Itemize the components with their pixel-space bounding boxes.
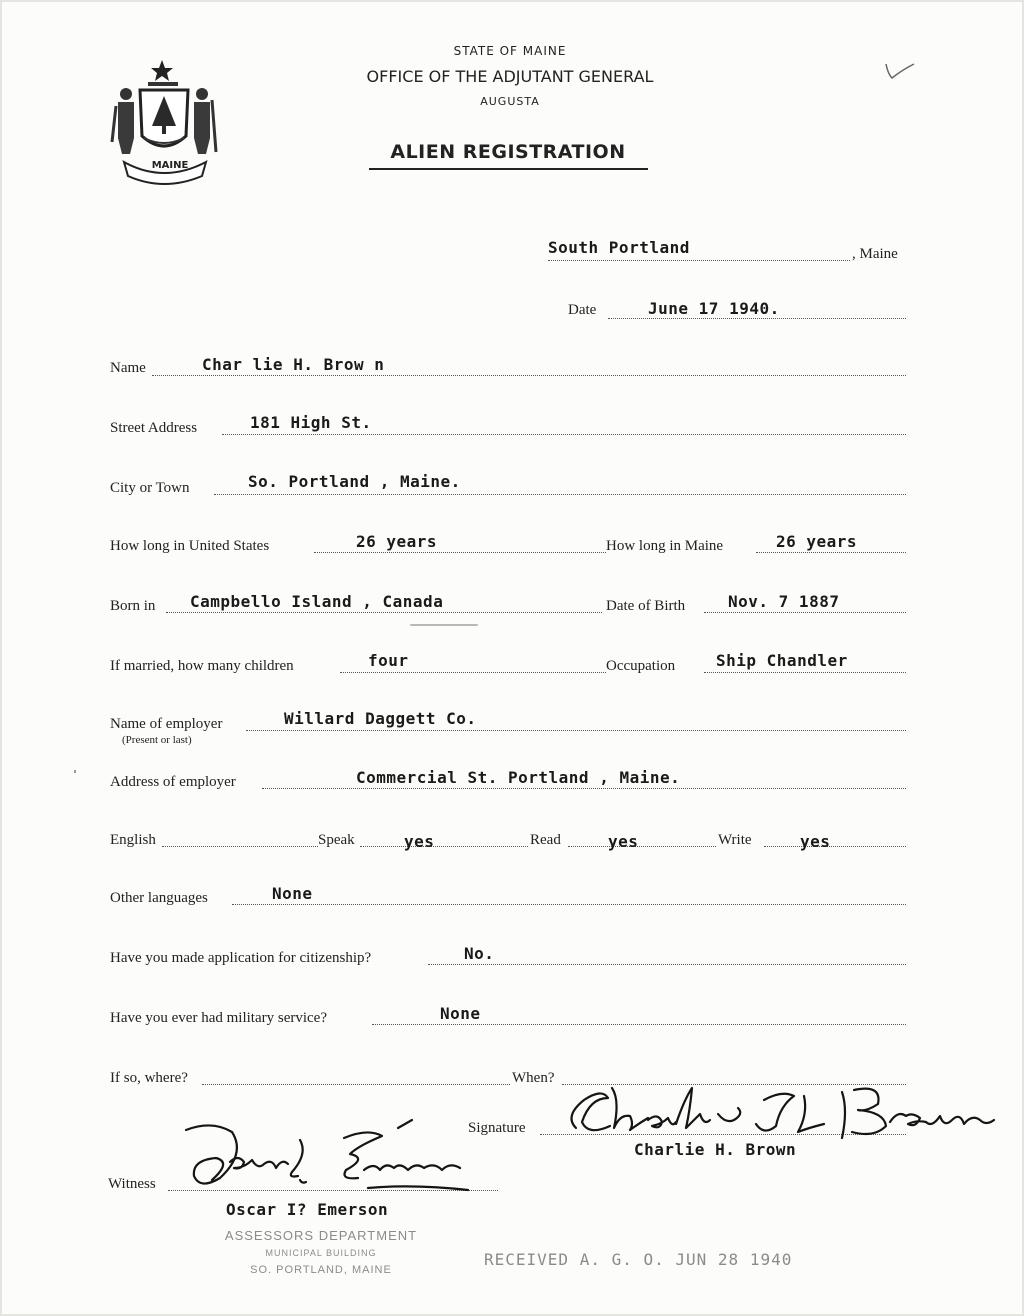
speak-value: yes [404, 832, 435, 851]
employer-sublabel: (Present or last) [122, 734, 192, 746]
name-label: Name [110, 360, 146, 376]
maine-time-label: How long in Maine [606, 538, 724, 554]
header-state: STATE OF MAINE [453, 44, 567, 58]
header-city: AUGUSTA [480, 95, 540, 108]
employer-address-value: Commercial St. Portland , Maine. [356, 768, 681, 787]
citizenship-value: No. [464, 944, 495, 963]
read-value: yes [608, 832, 639, 851]
witness-handwritten [172, 1118, 472, 1199]
street-value: 181 High St. [250, 413, 372, 432]
write-value: yes [800, 832, 831, 851]
dob-label: Date of Birth [606, 598, 686, 614]
signature-typed: Charlie H. Brown [634, 1140, 797, 1159]
children-label: If married, how many children [110, 658, 294, 674]
dept-stamp-line3: SO. PORTLAND, MAINE [250, 1264, 392, 1276]
signature-label: Signature [468, 1120, 526, 1136]
where-label: If so, where? [110, 1070, 188, 1086]
place-value: South Portland [548, 238, 690, 257]
place-suffix: , Maine [852, 246, 898, 262]
seal-motto: MAINE [151, 160, 189, 171]
speak-label: Speak [318, 832, 355, 848]
maine-time-value: 26 years [776, 532, 858, 551]
date-value: June 17 1940. [648, 299, 780, 318]
name-value: Char lie H. Brow n [202, 355, 385, 374]
dept-stamp-line2: MUNICIPAL BUILDING [265, 1248, 377, 1258]
header-office: OFFICE OF THE ADJUTANT GENERAL [366, 67, 654, 86]
received-stamp: RECEIVED A. G. O. JUN 28 1940 [484, 1250, 793, 1269]
citizenship-label: Have you made application for citizenship? [110, 950, 372, 966]
us-time-value: 26 years [356, 532, 438, 551]
city-label: City or Town [110, 480, 190, 496]
dob-value: Nov. 7 1887 [728, 592, 840, 611]
born-label: Born in [110, 598, 156, 614]
date-label: Date [568, 302, 597, 318]
street-label: Street Address [110, 420, 198, 436]
occupation-label: Occupation [606, 658, 676, 674]
write-label: Write [718, 832, 752, 848]
city-value: So. Portland , Maine. [248, 472, 461, 491]
employer-label: Name of employer [110, 716, 223, 732]
us-time-label: How long in United States [110, 538, 270, 554]
pencil-stroke [410, 624, 478, 626]
born-value: Campbello Island , Canada [190, 592, 444, 611]
witness-label: Witness [108, 1176, 156, 1192]
witness-typed: Oscar I? Emerson [226, 1200, 389, 1219]
military-value: None [440, 1004, 481, 1023]
employer-address-label: Address of employer [110, 774, 236, 790]
occupation-value: Ship Chandler [716, 651, 848, 670]
when-label: When? [512, 1070, 555, 1086]
form-title: ALIEN REGISTRATION [390, 141, 626, 163]
military-label: Have you ever had military service? [110, 1010, 327, 1026]
scan-speck [74, 770, 76, 773]
languages-label: Other languages [110, 890, 208, 906]
read-label: Read [530, 832, 561, 848]
children-value: four [368, 651, 409, 670]
languages-value: None [272, 884, 313, 903]
employer-value: Willard Daggett Co. [284, 709, 477, 728]
check-mark-icon [882, 60, 916, 82]
english-label: English [110, 832, 156, 848]
dept-stamp-line1: ASSESSORS DEPARTMENT [224, 1228, 418, 1243]
title-underline [369, 168, 648, 170]
